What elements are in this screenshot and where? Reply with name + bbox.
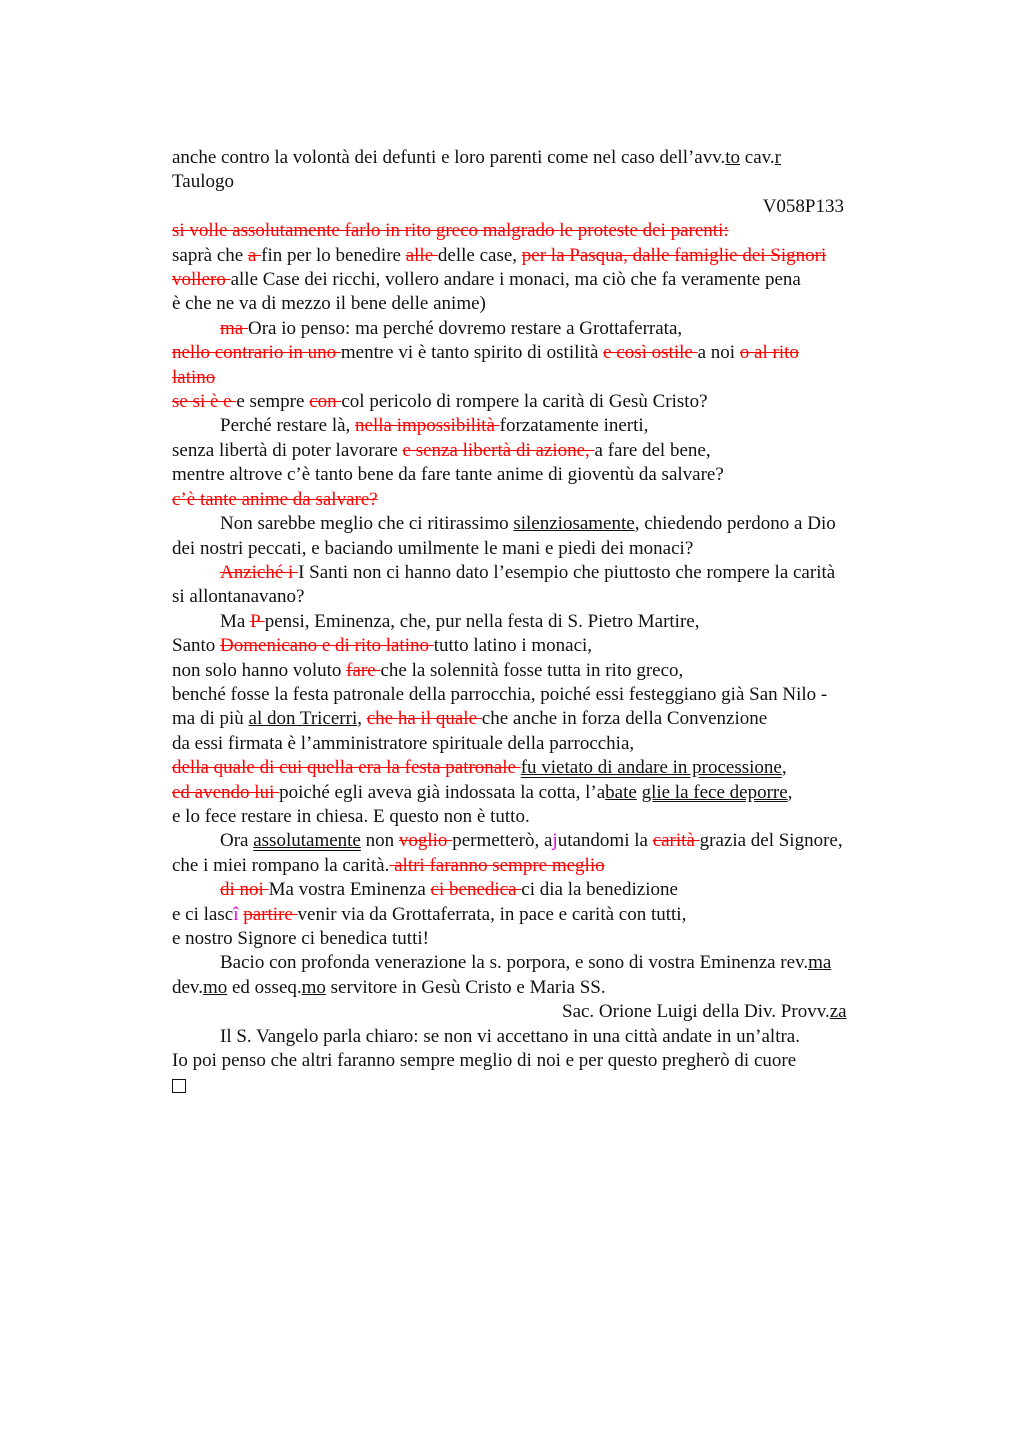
text-line: senza libertà di poter lavorare e senza libertà di azione, a fare del bene,	[172, 439, 711, 461]
text-line: Ora assolutamente non voglio permetterò, ajutandomi la carità grazia del Signore,	[220, 830, 843, 852]
text-line: Santo Domenicano e di rito latino tutto latino i monaci,	[172, 635, 593, 657]
text-line: si volle assolutamente farlo in rito greco malgrado le proteste dei parenti:	[172, 220, 729, 242]
text-line: Io poi penso che altri faranno sempre meglio di noi e per questo pregherò di cuore	[172, 1050, 797, 1072]
text-line: Perché restare là, nella impossibilità forzatamente inerti,	[220, 415, 649, 437]
text-line: è che ne va di mezzo il bene delle anime)	[172, 293, 486, 315]
text-line: nello contrario in uno mentre vi è tanto spirito di ostilità e così ostile a noi o al rito	[172, 342, 799, 364]
text-line: latino	[172, 366, 216, 388]
text-line: dev.mo ed osseq.mo servitore in Gesù Cristo e Maria SS.	[172, 976, 606, 998]
text-line: di noi Ma vostra Eminenza ci benedica ci dia la benedizione	[220, 879, 678, 901]
text-line: da essi firmata è l’amministratore spirituale della parrocchia,	[172, 732, 635, 754]
text-line: della quale di cui quella era la festa patronale fu vietato di andare in processione,	[172, 757, 787, 779]
text-line: ma di più al don Tricerri, che ha il quale che anche in forza della Convenzione	[172, 708, 768, 730]
text-line: Bacio con profonda venerazione la s. porpora, e sono di vostra Eminenza rev.ma	[220, 952, 832, 974]
text-line: che i miei rompano la carità. altri faranno sempre meglio	[172, 854, 605, 876]
letter-page	[172, 146, 912, 1101]
text-line: e lo fece restare in chiesa. E questo non è tutto.	[172, 805, 530, 827]
text-line: dei nostri peccati, e baciando umilmente le mani e piedi dei monaci?	[172, 537, 694, 559]
text-line: e ci lascî partire venir via da Grottaferrata, in pace e carità con tutti,	[172, 903, 687, 925]
text-line: saprà che a fin per lo benedire alle delle case, per la Pasqua, dalle famiglie dei Signori	[172, 244, 827, 266]
text-line: Ma P pensi, Eminenza, che, pur nella festa di S. Pietro Martire,	[220, 610, 700, 632]
text-line: Il S. Vangelo parla chiaro: se non vi accettano in una città andate in un’altra.	[220, 1025, 800, 1047]
text-line: mentre altrove c’è tanto bene da fare tante anime di gioventù da salvare?	[172, 464, 724, 486]
text-line: vollero alle Case dei ricchi, vollero andare i monaci, ma ciò che fa veramente pena	[172, 269, 801, 291]
text-line: anche contro la volontà dei defunti e loro parenti come nel caso dell’avv.to cav.r	[172, 147, 781, 168]
text-line: Anziché i I Santi non ci hanno dato l’esempio che piuttosto che rompere la carità	[220, 561, 836, 583]
text-line: e nostro Signore ci benedica tutti!	[172, 928, 429, 949]
text-line: Non sarebbe meglio che ci ritirassimo silenziosamente, chiedendo perdono a Dio	[220, 513, 836, 535]
text-line: c’è tante anime da salvare?	[172, 488, 378, 510]
text-line: se si è e e sempre con col pericolo di rompere la carità di Gesù Cristo?	[172, 391, 708, 413]
text-line: ed avendo lui poiché egli aveva già indossata la cotta, l’abate glie la fece deporre,	[172, 781, 793, 803]
text-line: benché fosse la festa patronale della parrocchia, poiché essi festeggiano già San Nilo -	[172, 683, 828, 705]
text-line: ma Ora io penso: ma perché dovremo restare a Grottaferrata,	[220, 317, 683, 339]
text-line: non solo hanno voluto fare che la solennità fosse tutta in rito greco,	[172, 659, 684, 681]
text-line: si allontanavano?	[172, 586, 305, 608]
signature-line: Sac. Orione Luigi della Div. Provv.za	[562, 1001, 847, 1023]
page-code: V058P133	[762, 195, 844, 217]
text-line	[172, 1073, 912, 1100]
checkbox-square-icon	[172, 1079, 186, 1093]
text-line: Taulogo	[172, 171, 234, 193]
